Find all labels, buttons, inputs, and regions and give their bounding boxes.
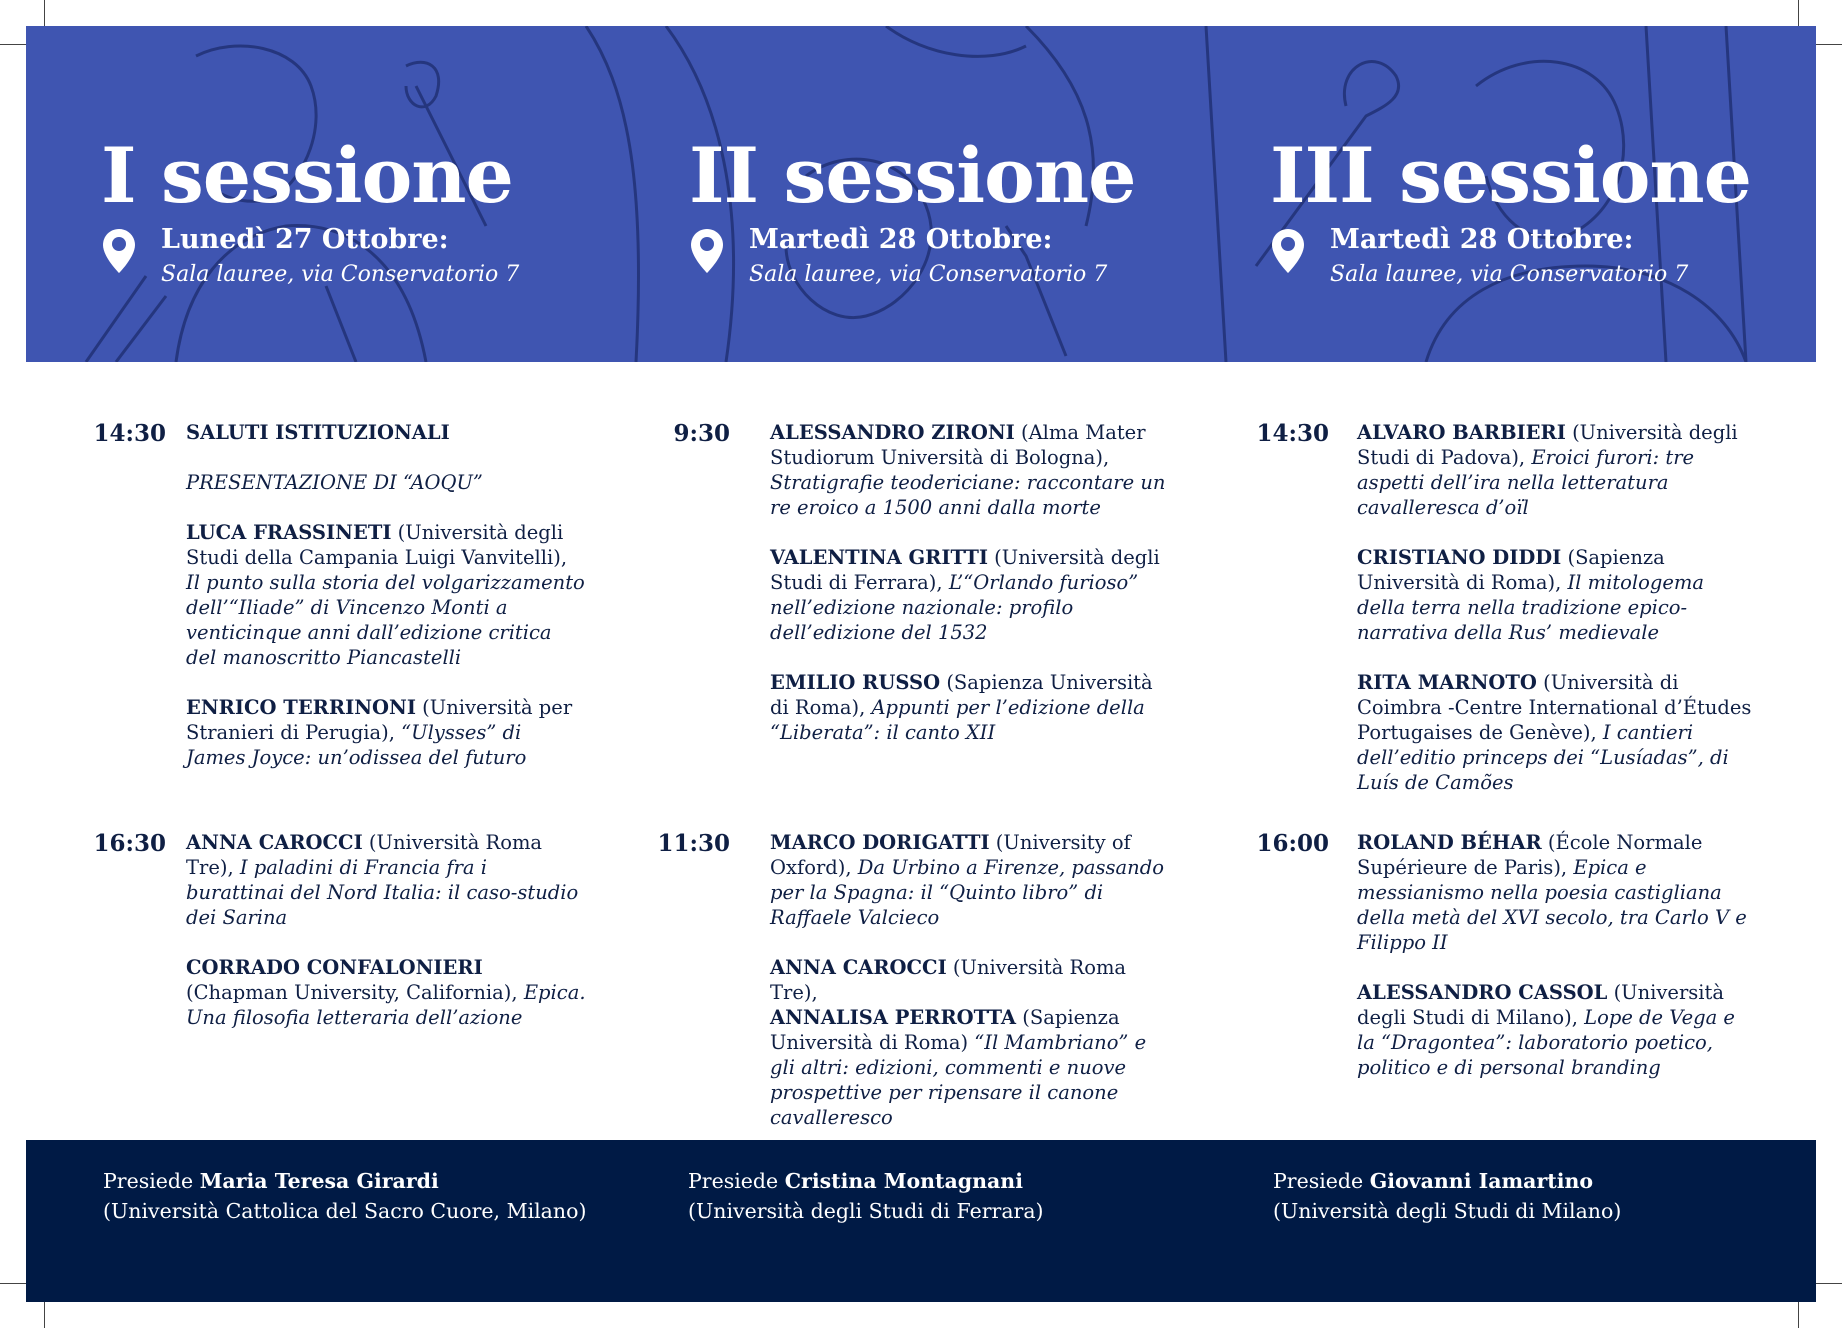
speaker-name: VALENTINA GRITTI xyxy=(770,546,988,569)
slot-time: 11:30 xyxy=(657,830,730,857)
talk-item xyxy=(1357,420,1757,520)
speaker-name: MARCO DORIGATTI xyxy=(770,831,990,854)
chair-affiliation: (Università degli Studi di Ferrara) xyxy=(688,1199,1044,1223)
talk-item xyxy=(186,955,586,1030)
crop-mark xyxy=(1816,1283,1842,1284)
chair-affiliation: (Università Cattolica del Sacro Cuore, Milano) xyxy=(103,1199,587,1223)
slot-talks xyxy=(186,830,586,1055)
chair-name: Maria Teresa Girardi xyxy=(199,1169,439,1193)
speaker-affiliation: (Università di Coimbra -Centre International d’Études Portugaises de Genève), xyxy=(1357,671,1752,744)
talk-item xyxy=(1357,670,1757,795)
talk-title: Da Urbino a Firenze, passando per la Spagna: il “Quinto libro” di Raffaele Valcieco xyxy=(770,856,1164,929)
map-pin-icon xyxy=(690,228,724,274)
speaker-affiliation: (Sapienza Università di Roma), xyxy=(770,671,1153,719)
speaker-name: EMILIO RUSSO xyxy=(770,671,941,694)
crop-mark xyxy=(0,44,26,45)
chair-prefix: Presiede xyxy=(688,1169,785,1193)
talk-item xyxy=(1357,830,1757,955)
talk-title: Lope de Vega e la “Dragontea”: laboratorio poetico, politico e di personal branding xyxy=(1357,1006,1735,1079)
crop-mark xyxy=(1798,0,1799,26)
session-title: I sessione xyxy=(101,131,513,220)
chair-name: Cristina Montagnani xyxy=(784,1169,1023,1193)
chairs-footer xyxy=(26,1140,1816,1302)
speaker-affiliation: (Sapienza Università di Roma) xyxy=(770,1006,1120,1054)
talk-item xyxy=(186,695,586,770)
talk-item xyxy=(770,420,1170,520)
talk-item xyxy=(186,520,586,670)
speaker-affiliation: (Università per Stranieri di Perugia), xyxy=(186,696,573,744)
talk-title: I cantieri dell’editio princeps dei “Lusíadas”, di Luís de Camões xyxy=(1357,721,1729,794)
speaker-affiliation: (University of Oxford), xyxy=(770,831,1131,879)
talk-title: PRESENTAZIONE DI “AOQU” xyxy=(186,471,483,494)
speaker-affiliation: (Università degli Studi di Ferrara), xyxy=(770,546,1160,594)
talk-title: Epica. Una filosofia letteraria dell’azione xyxy=(186,981,586,1029)
speaker-name: ALVARO BARBIERI xyxy=(1357,421,1566,444)
crop-mark xyxy=(1816,44,1842,45)
session-title: II sessione xyxy=(689,131,1136,220)
slot-talks xyxy=(770,830,1170,1155)
talk-title: “Ulysses” di James Joyce: un’odissea del futuro xyxy=(186,721,527,769)
session-title: III sessione xyxy=(1270,131,1751,220)
session-place: Sala lauree, via Conservatorio 7 xyxy=(161,262,520,287)
crop-mark xyxy=(44,1302,45,1328)
chair-name: Giovanni Iamartino xyxy=(1369,1169,1594,1193)
speaker-name: ALESSANDRO CASSOL xyxy=(1357,981,1608,1004)
speaker-name: LUCA FRASSINETI xyxy=(186,521,392,544)
speaker-name: CRISTIANO DIDDI xyxy=(1357,546,1562,569)
slot-talks xyxy=(1357,830,1757,1105)
session-2-chair xyxy=(688,1166,1044,1226)
speaker-name: ALESSANDRO ZIRONI xyxy=(770,421,1015,444)
slot-talks xyxy=(1357,420,1757,820)
talk-title: Eroici furori: tre aspetti dell’ira nella letteratura cavalleresca d’oïl xyxy=(1357,446,1695,519)
speaker-affiliation: (Chapman University, California), xyxy=(186,981,524,1004)
session-3-chair xyxy=(1273,1166,1621,1226)
session-date: Lunedì 27 Ottobre: xyxy=(161,224,449,255)
talk-title: Stratigrafie teodericiane: raccontare un re eroico a 1500 anni dalla morte xyxy=(770,471,1166,519)
slot-talks xyxy=(186,420,586,795)
talk-item xyxy=(770,830,1170,930)
talk-item xyxy=(1357,545,1757,645)
speaker-affiliation: (Sapienza Università di Roma), xyxy=(1357,546,1665,594)
slot-talks xyxy=(770,420,1170,770)
session-place: Sala lauree, via Conservatorio 7 xyxy=(749,262,1108,287)
map-pin-icon xyxy=(1271,228,1305,274)
slot-time: 16:00 xyxy=(1256,830,1329,857)
session-header-banner xyxy=(26,26,1816,362)
speaker-name: ANNA CAROCCI xyxy=(186,831,363,854)
chair-affiliation: (Università degli Studi di Milano) xyxy=(1273,1199,1622,1223)
talk-item xyxy=(1357,980,1757,1080)
session-place: Sala lauree, via Conservatorio 7 xyxy=(1330,262,1689,287)
talk-title: Il punto sulla storia del volgarizzamento dell’“Iliade” di Vincenzo Monti a venticinque anni dall’edizione critica del manoscritto Piancastelli xyxy=(186,571,585,669)
speaker-name: SALUTI ISTITUZIONALI xyxy=(186,421,450,444)
crop-mark xyxy=(0,1283,26,1284)
speaker-name: ANNA CAROCCI xyxy=(770,956,947,979)
talk-title: L’“Orlando furioso” nell’edizione nazionale: profilo dell’edizione del 1532 xyxy=(770,571,1139,644)
map-pin-icon xyxy=(102,228,136,274)
speaker-affiliation: (École Normale Supérieure de Paris), xyxy=(1357,831,1703,879)
talk-item xyxy=(770,955,1170,1130)
talk-title: Epica e messianismo nella poesia castigliana della metà del XVI secolo, tra Carlo V e Filippo II xyxy=(1357,856,1747,954)
slot-time: 14:30 xyxy=(1256,420,1329,447)
slot-time: 14:30 xyxy=(93,420,166,447)
speaker-affiliation: (Alma Mater Studiorum Università di Bologna), xyxy=(770,421,1146,469)
session-1-chair xyxy=(103,1166,586,1226)
session-date: Martedì 28 Ottobre: xyxy=(749,224,1053,255)
talk-item xyxy=(186,830,586,930)
talk-item xyxy=(770,545,1170,645)
speaker-affiliation: (Università Roma Tre), xyxy=(770,956,1127,1004)
speaker-affiliation: (Università degli Studi di Milano), xyxy=(1357,981,1724,1029)
speaker-name: ENRICO TERRINONI xyxy=(186,696,416,719)
talk-item xyxy=(186,420,586,445)
talk-item xyxy=(770,670,1170,745)
speaker-name: CORRADO CONFALONIERI xyxy=(186,956,483,979)
talk-title: I paladini di Francia fra i burattinai del Nord Italia: il caso-studio dei Sarina xyxy=(186,856,579,929)
crop-mark xyxy=(1798,1302,1799,1328)
speaker-name: ROLAND BÉHAR xyxy=(1357,831,1542,854)
session-date: Martedì 28 Ottobre: xyxy=(1330,224,1634,255)
speaker-name: RITA MARNOTO xyxy=(1357,671,1537,694)
chair-prefix: Presiede xyxy=(103,1169,200,1193)
talk-title: Appunti per l’edizione della “Liberata”: il canto XII xyxy=(770,696,1145,744)
chair-prefix: Presiede xyxy=(1273,1169,1370,1193)
speaker-affiliation: (Università degli Studi della Campania Luigi Vanvitelli), xyxy=(186,521,568,569)
talk-title: Il mitologema della terra nella tradizione epico-narrativa della Rus’ medievale xyxy=(1357,571,1705,644)
slot-time: 16:30 xyxy=(93,830,166,857)
speaker-affiliation: (Università Roma Tre), xyxy=(186,831,543,879)
talk-title: “Il Mambriano” e gli altri: edizioni, commenti e nuove prospettive per ripensare il canone cavalleresco xyxy=(770,1031,1147,1129)
crop-mark xyxy=(44,0,45,26)
talk-item xyxy=(186,470,586,495)
speaker-affiliation: (Università degli Studi di Padova), xyxy=(1357,421,1738,469)
speaker-name: ANNALISA PERROTTA xyxy=(770,1006,1017,1029)
slot-time: 9:30 xyxy=(673,420,730,447)
